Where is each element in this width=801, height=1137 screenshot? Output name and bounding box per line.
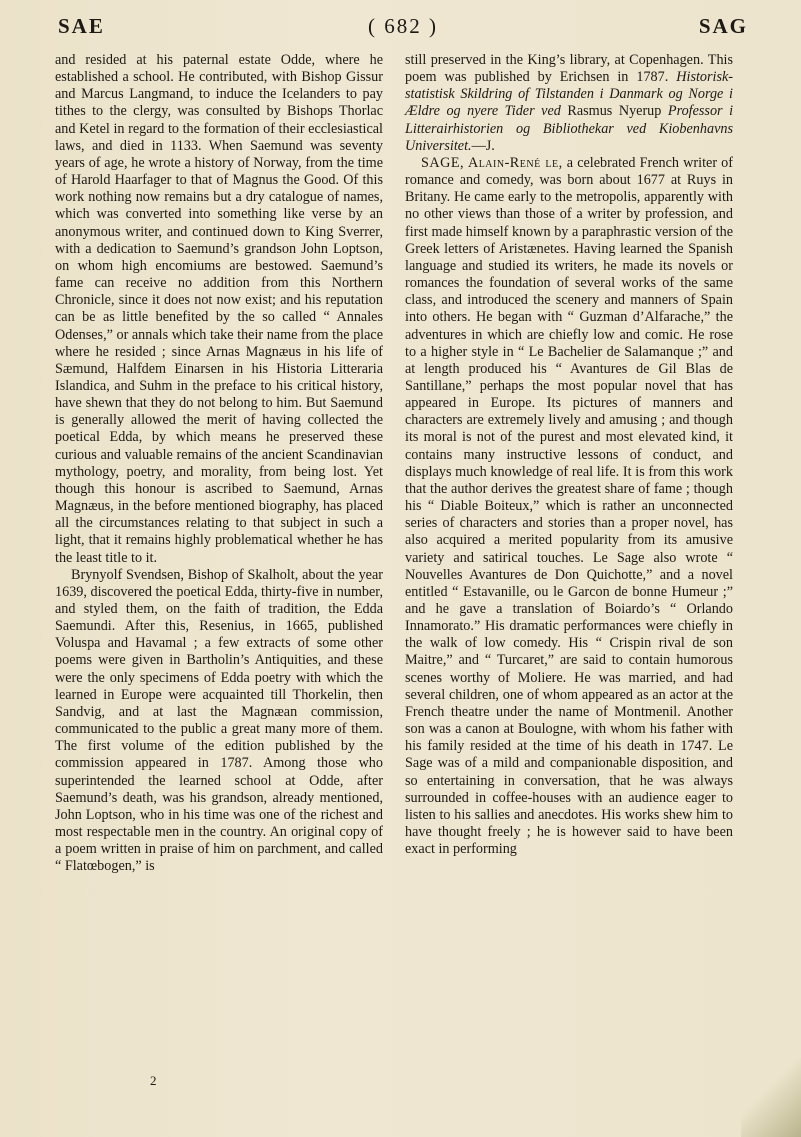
entry-headword: SAGE, Alain-René le, xyxy=(421,154,563,171)
page-corner-stain xyxy=(741,1057,801,1137)
paragraph-continued-intro xyxy=(405,52,733,155)
page-number: ( 682 ) xyxy=(368,14,438,38)
header-left-word: SAE xyxy=(58,14,105,38)
intro-title: Historisk-statistisk Skildring of Tilstanden i Danmark og Norge i Ældre og nyere Tider ved xyxy=(405,69,733,120)
entry-body: a celebrated French writer of romance and comedy, was born about 1677 at Ruys in Britany. He came early to the metropolis, apparently with no other views than those of a writer by profession, and first made himself known by a paraphrastic version of the Greek letters of Aristænetes. Having learned the Spanish language and studied its writers, he made its novels or romances the foundation of several works of the same class, and introduced the scenery and manners of Spain into others. He began with “ Guzman d’Alfarache,” the adventures in which are chiefly low and comic. He rose to a higher style in “ Le Bachelier de Salamanque ;” and at length produced his “ Avantures de Gil Blas de Santillane,” perhaps the most popular novel that has appeared in Europe. Its pictures of manners and characters are extremely lively and amusing ; and though its moral is not of the purest and most elevated kind, it contains many instructive lessons of conduct, and displays much knowledge of real life. It is from this work that the author derives the greatest share of fame ; though his “ Diable Boiteux,” which is rather an unconnected series of characters and stories than a proper novel, has also acquired a merited popularity from its amusive variety and satirical touches. Le Sage also wrote “ Nouvelles Avantures de Don Quichotte,” and a novel entitled “ Estavanille, ou le Garcon de bonne Humeur ;” and he gave a translation of Boiardo’s “ Orlando Innamorato.” His dramatic performances were chiefly in the walk of low comedy. His “ Crispin rival de son Maitre,” and “ Turcaret,” are said to contain humorous scenes worthy of Moliere. He was married, and had several children, one of whom appeared as an actor at the French theatre under the name of Montmenil. Another son was a canon at Boulogne, with whom his father with his family resided at the time of his death in 1747. Le Sage was of a mild and companionable disposition, and so entertaining in conversation, that he was always surrounded in coffee-houses with an audience eager to listen to his sallies and anecdotes. His works shew him to have thought freely ; he is however said to have been exact in performing xyxy=(405,154,733,858)
intro-text: still preserved in the King’s library, at Copenhagen. This poem was published by Erichsen in 1787. xyxy=(405,52,733,86)
entry-sage xyxy=(405,155,733,858)
author-signoff: —J. xyxy=(471,137,495,154)
intro-title-2: Professor i Litterairhistorien og Bibliothekar ved Kiobenhavns Universitet. xyxy=(405,103,734,154)
intro-person: Rasmus Nyerup xyxy=(567,103,662,120)
running-header xyxy=(58,14,748,44)
left-column xyxy=(55,52,383,876)
paragraph-brynyolf: Brynyolf Svendsen, Bishop of Skalholt, about the year 1639, discovered the poetical Edda, thirty-five in number, and styled them, on the faith of tradition, the Edda Saemundi. After this, Resenius, in 1665, published Voluspa and Havamal ; a few extracts of some other poems were given in Bartholin’s Antiquities, and these were the only specimens of Edda poetry with which the learned in Europe were acquainted till Thorkelin, then Sandvig, and at last the Magnæan commission, communicated to the public a great many more of them. The first volume of the edition published by the commission appeared in 1787. Among those who superintended the learned school at Odde, after Saemund’s death, was his grandson, already mentioned, John Loptson, who in his time was one of the richest and most respectable men in the country. An original copy of a poem written in praise of him on parchment, and called “ Flatœbogen,” is xyxy=(55,566,384,875)
signature-mark: 2 xyxy=(150,1073,157,1088)
paragraph-saemund-continued: and resided at his paternal estate Odde, where he established a school. He contributed, with Bishop Gissur and Marcus Langmand, to induce the Icelanders to pay tithes to the clergy, was consulted by Bishops Thorlac and Ketel in regard to the formation of their ecclesiastical laws, and died in 1133. When Saemund was seventy years of age, he wrote a history of Norway, from the time of Harold Haarfager to that of Magnus the Good. Of this work nothing now remains but a dry catalogue of names, which was converted into something like verse by an anonymous writer, and continued down to King Sverrer, with a dedication to Saemund’s grandson John Loptson, on whom high encomiums are bestowed. Saemund’s fame can receive no addition from this Northern Chronicle, since it does not now exist; and his reputation can be as little benefited by the so called “ Annales Odenses,” or annals which take their name from the place where he resided ; since Arnas Magnæus in his life of Sæmund, Halfdem Einarsen in his Historia Litteraria Islandica, and Suhm in the preface to his critical history, have shewn that they do not belong to him. But Saemund is generally allowed the merit of having collected the poetical Edda, by which means he preserved these curious and valuable remains of the ancient Scandinavian mythology, poetry, and morality, from being lost. Yet though this honour is ascribed to Saemund, Arnas Magnæus, in the before mentioned biography, has placed all the circumstances relating to that subject in such a light, that it remains highly problematical whether he has the least title to it. xyxy=(55,52,383,566)
right-column xyxy=(405,52,733,858)
header-right-word: SAG xyxy=(698,14,748,38)
